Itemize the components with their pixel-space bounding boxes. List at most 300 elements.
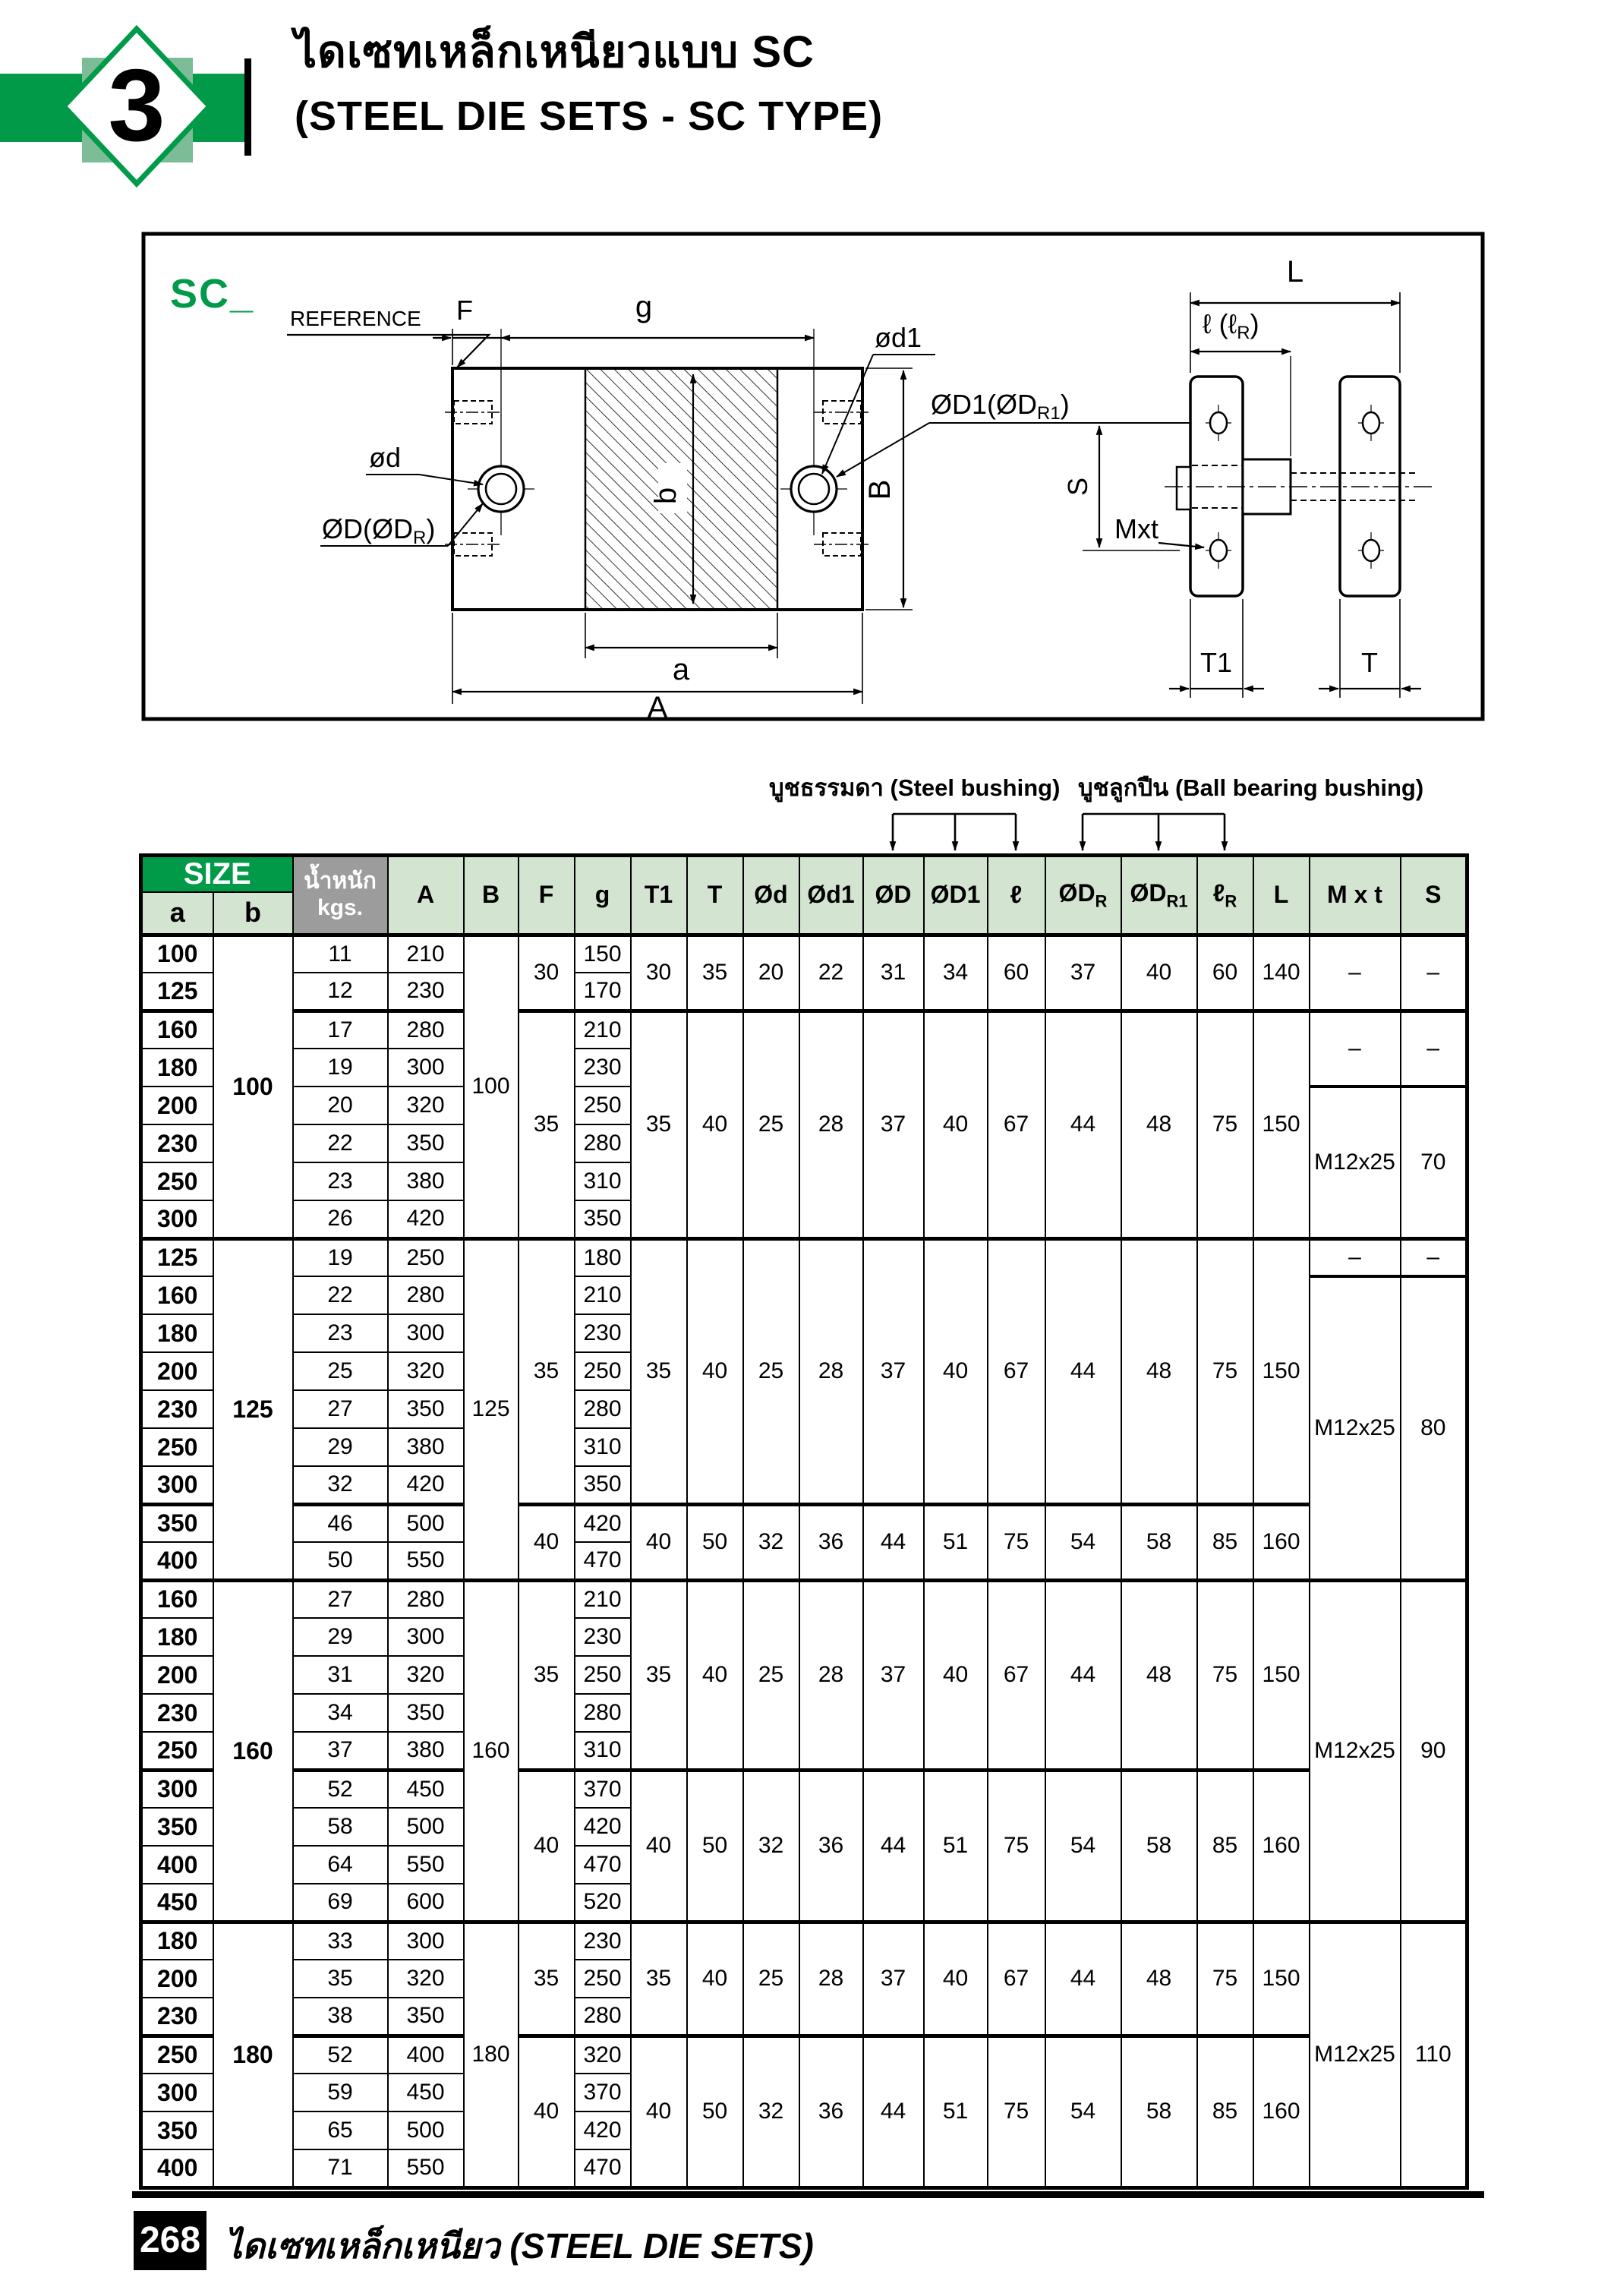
- table-cell: M12x25: [1310, 1086, 1401, 1238]
- table-cell: 40: [519, 1504, 575, 1580]
- table-cell: 370: [575, 2074, 631, 2112]
- table-cell: 160: [1253, 1504, 1310, 1580]
- table-cell: M12x25: [1310, 1276, 1401, 1580]
- column-header: ℓ$_R$: [1197, 856, 1253, 935]
- dim-label-A: A: [647, 691, 668, 721]
- table-cell: 37: [863, 1011, 924, 1238]
- table-cell: 320: [388, 1960, 464, 1998]
- table-cell: 180: [575, 1238, 631, 1276]
- table-cell: 44: [1045, 1011, 1121, 1238]
- table-cell: 320: [388, 1656, 464, 1694]
- table-cell: 25: [743, 1238, 799, 1504]
- table-cell: 28: [799, 1922, 863, 2036]
- technical-drawing: [141, 232, 1485, 725]
- table-cell: 300: [141, 1770, 213, 1808]
- table-cell: 310: [575, 1428, 631, 1466]
- table-cell: 29: [293, 1618, 388, 1656]
- table-cell: 19: [293, 1238, 388, 1276]
- chapter-divider-line: [244, 58, 251, 156]
- table-cell: 31: [293, 1656, 388, 1694]
- table-cell: 40: [1121, 935, 1197, 1011]
- table-cell: 35: [519, 1922, 575, 2036]
- table-cell: 250: [141, 1162, 213, 1200]
- reference-label: REFERENCE: [290, 307, 421, 330]
- table-cell: 380: [388, 1428, 464, 1466]
- table-cell: 300: [388, 1922, 464, 1960]
- table-cell: 80: [1401, 1276, 1467, 1580]
- table-cell: 40: [631, 1504, 687, 1580]
- table-cell: 36: [799, 1770, 863, 1922]
- table-cell: 150: [1253, 1580, 1310, 1770]
- table-cell: 520: [575, 1884, 631, 1922]
- table-cell: 110: [1401, 1922, 1467, 2187]
- column-header: B: [464, 856, 519, 935]
- table-cell: 500: [388, 1504, 464, 1542]
- table-cell: 280: [575, 1998, 631, 2036]
- table-cell: 150: [1253, 1238, 1310, 1504]
- table-cell: 23: [293, 1314, 388, 1352]
- table-cell: 37: [1045, 935, 1121, 1011]
- table-cell: 67: [988, 1922, 1045, 2036]
- table-cell: 470: [575, 1846, 631, 1884]
- column-header: S: [1401, 856, 1467, 935]
- table-cell: 32: [743, 1504, 799, 1580]
- table-cell: 450: [388, 2074, 464, 2112]
- table-cell: 75: [1197, 1238, 1253, 1504]
- b-header: b: [213, 892, 293, 935]
- table-cell: 300: [141, 2074, 213, 2112]
- table-cell: 25: [743, 1011, 799, 1238]
- table-cell: 380: [388, 1732, 464, 1770]
- page-title-thai: ไดเซทเหล็กเหนียวแบบ SC: [295, 27, 815, 77]
- table-cell: 23: [293, 1162, 388, 1200]
- table-cell: 550: [388, 1542, 464, 1580]
- table-cell: 550: [388, 2149, 464, 2187]
- table-cell: 27: [293, 1390, 388, 1428]
- table-cell: 75: [988, 2036, 1045, 2187]
- table-cell: 250: [141, 1428, 213, 1466]
- table-cell: –: [1310, 1011, 1401, 1086]
- table-cell: 36: [799, 2036, 863, 2187]
- table-cell: 51: [924, 2036, 988, 2187]
- table-cell: 36: [799, 1504, 863, 1580]
- table-cell: 28: [799, 1011, 863, 1238]
- table-cell: 38: [293, 1998, 388, 2036]
- table-cell: 300: [388, 1314, 464, 1352]
- table-cell: 250: [141, 1732, 213, 1770]
- table-cell: 40: [687, 1580, 743, 1770]
- table-cell: 37: [293, 1732, 388, 1770]
- table-cell: 400: [141, 1542, 213, 1580]
- table-cell: 310: [575, 1732, 631, 1770]
- table-cell: 420: [388, 1200, 464, 1238]
- table-cell: 250: [141, 2036, 213, 2074]
- table-cell: 150: [575, 935, 631, 973]
- footer-section-title: ไดเซทเหล็กเหนียว (STEEL DIE SETS): [225, 2226, 814, 2266]
- table-cell: 600: [388, 1884, 464, 1922]
- table-cell: 50: [687, 1770, 743, 1922]
- table-cell: 67: [988, 1580, 1045, 1770]
- table-cell: 22: [799, 935, 863, 1011]
- table-cell: 125: [141, 1238, 213, 1276]
- table-cell: 200: [141, 1960, 213, 1998]
- table-cell: 44: [1045, 1922, 1121, 2036]
- table-cell: 400: [141, 2149, 213, 2187]
- dim-label-OD-ODR: ØD(ØDR): [322, 513, 436, 548]
- table-cell: 46: [293, 1504, 388, 1542]
- dim-label-T: T: [1361, 647, 1378, 678]
- table-cell: 350: [141, 1504, 213, 1542]
- size-header: SIZE: [141, 856, 293, 893]
- table-cell: 22: [293, 1124, 388, 1162]
- table-cell: 200: [141, 1656, 213, 1694]
- table-cell: 180: [141, 1922, 213, 1960]
- table-cell: 40: [924, 1011, 988, 1238]
- table-cell: 85: [1197, 1770, 1253, 1922]
- table-cell: 350: [388, 1694, 464, 1732]
- table-cell: 48: [1121, 1922, 1197, 2036]
- column-header: T1: [631, 856, 687, 935]
- table-cell: 180: [464, 1922, 519, 2187]
- table-cell: 26: [293, 1200, 388, 1238]
- table-cell: 58: [1121, 2036, 1197, 2187]
- column-header: A: [388, 856, 464, 935]
- table-cell: 29: [293, 1428, 388, 1466]
- table-cell: 200: [141, 1086, 213, 1124]
- table-cell: 44: [863, 2036, 924, 2187]
- table-cell: 230: [141, 1390, 213, 1428]
- table-cell: 59: [293, 2074, 388, 2112]
- table-cell: 60: [988, 935, 1045, 1011]
- table-cell: 69: [293, 1884, 388, 1922]
- table-cell: 35: [631, 1238, 687, 1504]
- table-cell: 180: [141, 1618, 213, 1656]
- table-cell: 35: [631, 1011, 687, 1238]
- table-cell: 85: [1197, 2036, 1253, 2187]
- table-cell: 30: [519, 935, 575, 1011]
- table-cell: 450: [141, 1884, 213, 1922]
- table-cell: 250: [575, 1352, 631, 1390]
- table-cell: 160: [141, 1580, 213, 1618]
- table-cell: 160: [464, 1580, 519, 1922]
- table-cell: 30: [631, 935, 687, 1011]
- table-row: [141, 1238, 1467, 1276]
- table-cell: 280: [575, 1124, 631, 1162]
- table-cell: 200: [141, 1352, 213, 1390]
- table-cell: 35: [519, 1580, 575, 1770]
- table-cell: 50: [687, 1504, 743, 1580]
- dim-label-od: ød: [369, 442, 402, 473]
- table-cell: 450: [388, 1770, 464, 1808]
- dim-label-a: a: [672, 653, 690, 686]
- table-cell: 300: [141, 1200, 213, 1238]
- table-cell: 32: [743, 2036, 799, 2187]
- table-cell: 150: [1253, 1011, 1310, 1238]
- table-cell: 71: [293, 2149, 388, 2187]
- column-header: Ød: [743, 856, 799, 935]
- table-cell: 320: [388, 1352, 464, 1390]
- page-title-english: (STEEL DIE SETS - SC TYPE): [295, 93, 884, 139]
- table-cell: 230: [388, 973, 464, 1011]
- table-cell: 250: [575, 1086, 631, 1124]
- column-header: g: [575, 856, 631, 935]
- column-header: T: [687, 856, 743, 935]
- table-cell: 350: [575, 1200, 631, 1238]
- table-cell: 210: [575, 1276, 631, 1314]
- table-cell: 300: [388, 1618, 464, 1656]
- table-cell: 20: [293, 1086, 388, 1124]
- table-cell: 125: [141, 973, 213, 1011]
- column-header: F: [519, 856, 575, 935]
- table-cell: 25: [743, 1922, 799, 2036]
- table-cell: 37: [863, 1922, 924, 2036]
- table-cell: 40: [687, 1011, 743, 1238]
- table-cell: –: [1401, 1011, 1467, 1086]
- table-cell: 280: [575, 1694, 631, 1732]
- table-cell: 22: [293, 1276, 388, 1314]
- table-cell: 40: [687, 1922, 743, 2036]
- column-header: Ød1: [799, 856, 863, 935]
- table-cell: 400: [141, 1846, 213, 1884]
- table-cell: 420: [575, 2112, 631, 2149]
- table-cell: 160: [141, 1011, 213, 1049]
- column-header: $ØD_R$: [1045, 856, 1121, 935]
- table-cell: 40: [924, 1922, 988, 2036]
- dim-label-T1: T1: [1199, 647, 1233, 678]
- table-cell: 40: [519, 1770, 575, 1922]
- footer-rule: [132, 2191, 1484, 2198]
- table-row: [141, 2036, 1467, 2074]
- table-cell: 500: [388, 2112, 464, 2149]
- table-cell: 250: [388, 1238, 464, 1276]
- table-row: [141, 1770, 1467, 1808]
- table-row: [141, 1504, 1467, 1542]
- table-cell: 48: [1121, 1580, 1197, 1770]
- bushing-annotations: [759, 765, 1496, 860]
- a-header: a: [141, 892, 213, 935]
- table-cell: 34: [924, 935, 988, 1011]
- table-cell: 40: [924, 1238, 988, 1504]
- table-cell: 210: [575, 1011, 631, 1049]
- table-cell: 17: [293, 1011, 388, 1049]
- table-cell: 280: [575, 1390, 631, 1428]
- table-cell: –: [1401, 935, 1467, 1011]
- spec-table: [139, 853, 1469, 2190]
- table-cell: 230: [575, 1618, 631, 1656]
- table-cell: 35: [631, 1580, 687, 1770]
- weight-header: น้ำหนัก kgs.: [293, 856, 388, 935]
- table-cell: 85: [1197, 1504, 1253, 1580]
- table-cell: 160: [1253, 2036, 1310, 2187]
- column-header: ℓ: [988, 856, 1045, 935]
- table-cell: 150: [1253, 1922, 1310, 2036]
- table-cell: 310: [575, 1162, 631, 1200]
- table-cell: 230: [141, 1124, 213, 1162]
- table-cell: 100: [141, 935, 213, 973]
- table-cell: 380: [388, 1162, 464, 1200]
- steel-bushing-label: บูชธรรมดา (Steel bushing): [769, 774, 1061, 801]
- model-label: SC_: [170, 271, 255, 317]
- table-cell: 52: [293, 2036, 388, 2074]
- table-cell: 40: [519, 2036, 575, 2187]
- table-cell: 51: [924, 1770, 988, 1922]
- page-number: 268: [134, 2211, 206, 2270]
- table-cell: 230: [575, 1314, 631, 1352]
- table-cell: 19: [293, 1049, 388, 1086]
- ball-bearing-bushing-label: บูชลูกปืน (Ball bearing bushing): [1078, 774, 1424, 801]
- table-cell: 350: [388, 1124, 464, 1162]
- column-header: ØD1: [924, 856, 988, 935]
- table-cell: 350: [141, 1808, 213, 1846]
- spec-table-container: [139, 853, 1469, 2190]
- table-cell: 31: [863, 935, 924, 1011]
- table-cell: 420: [388, 1466, 464, 1504]
- table-cell: 250: [575, 1960, 631, 1998]
- table-cell: 51: [924, 1504, 988, 1580]
- table-cell: 210: [388, 935, 464, 973]
- table-cell: 350: [388, 1390, 464, 1428]
- table-cell: 60: [1197, 935, 1253, 1011]
- dim-label-b: b: [649, 487, 682, 505]
- table-cell: 32: [743, 1770, 799, 1922]
- table-cell: 210: [575, 1580, 631, 1618]
- table-cell: 550: [388, 1846, 464, 1884]
- table-cell: 250: [575, 1656, 631, 1694]
- table-cell: 65: [293, 2112, 388, 2149]
- table-cell: 75: [1197, 1580, 1253, 1770]
- table-cell: 75: [988, 1504, 1045, 1580]
- table-cell: 300: [388, 1049, 464, 1086]
- table-cell: 160: [1253, 1770, 1310, 1922]
- chapter-number: 3: [108, 48, 165, 162]
- table-cell: 160: [141, 1276, 213, 1314]
- table-cell: 420: [575, 1504, 631, 1542]
- dim-label-OD1-ODR1: ØD1(ØDR1): [931, 389, 1070, 424]
- table-cell: 75: [1197, 1011, 1253, 1238]
- table-cell: 140: [1253, 935, 1310, 1011]
- table-cell: 67: [988, 1238, 1045, 1504]
- table-cell: 350: [575, 1466, 631, 1504]
- table-cell: 25: [743, 1580, 799, 1770]
- table-cell: 64: [293, 1846, 388, 1884]
- table-cell: 58: [1121, 1504, 1197, 1580]
- table-cell: 280: [388, 1276, 464, 1314]
- table-cell: –: [1310, 935, 1401, 1011]
- table-cell: 35: [519, 1238, 575, 1504]
- column-header: M x t: [1310, 856, 1401, 935]
- table-cell: 40: [631, 2036, 687, 2187]
- table-cell: 400: [388, 2036, 464, 2074]
- dim-label-B: B: [863, 479, 897, 500]
- table-cell: 40: [631, 1770, 687, 1922]
- table-cell: 37: [863, 1580, 924, 1770]
- table-cell: 54: [1045, 1504, 1121, 1580]
- table-cell: 40: [687, 1238, 743, 1504]
- table-cell: –: [1401, 1238, 1467, 1276]
- table-cell: M12x25: [1310, 1580, 1401, 1922]
- table-cell: 35: [519, 1011, 575, 1238]
- table-cell: 44: [863, 1770, 924, 1922]
- table-cell: 160: [213, 1580, 293, 1922]
- table-cell: 12: [293, 973, 388, 1011]
- table-cell: 11: [293, 935, 388, 973]
- table-cell: 44: [1045, 1580, 1121, 1770]
- table-cell: 48: [1121, 1011, 1197, 1238]
- table-cell: 58: [1121, 1770, 1197, 1922]
- table-cell: 300: [141, 1466, 213, 1504]
- table-cell: 54: [1045, 2036, 1121, 2187]
- table-cell: 28: [799, 1238, 863, 1504]
- table-cell: 58: [293, 1808, 388, 1846]
- table-cell: 54: [1045, 1770, 1121, 1922]
- column-header: L: [1253, 856, 1310, 935]
- table-row: [141, 1580, 1467, 1618]
- table-cell: 37: [863, 1238, 924, 1504]
- table-cell: 20: [743, 935, 799, 1011]
- table-cell: 44: [863, 1504, 924, 1580]
- table-cell: 280: [388, 1580, 464, 1618]
- table-cell: 75: [1197, 1922, 1253, 2036]
- table-cell: 320: [388, 1086, 464, 1124]
- table-cell: 350: [141, 2112, 213, 2149]
- table-cell: 50: [687, 2036, 743, 2187]
- chapter-diamond-icon: [59, 25, 214, 188]
- dim-label-g: g: [635, 290, 653, 323]
- table-cell: 48: [1121, 1238, 1197, 1504]
- table-cell: 52: [293, 1770, 388, 1808]
- table-cell: 370: [575, 1770, 631, 1808]
- table-cell: 125: [464, 1238, 519, 1580]
- table-cell: 25: [293, 1352, 388, 1390]
- dim-label-Mxt: Mxt: [1114, 513, 1158, 544]
- dim-label-l-lR: ℓ (ℓR): [1203, 308, 1259, 343]
- table-cell: 27: [293, 1580, 388, 1618]
- table-row: [141, 1922, 1467, 1960]
- table-cell: 230: [575, 1922, 631, 1960]
- table-cell: 33: [293, 1922, 388, 1960]
- table-cell: 44: [1045, 1238, 1121, 1504]
- table-cell: 320: [575, 2036, 631, 2074]
- table-cell: –: [1310, 1238, 1401, 1276]
- dim-label-od1: ød1: [875, 322, 922, 353]
- table-cell: 35: [687, 935, 743, 1011]
- table-cell: 420: [575, 1808, 631, 1846]
- table-cell: 67: [988, 1011, 1045, 1238]
- dim-label-S: S: [1062, 477, 1093, 497]
- table-cell: 500: [388, 1808, 464, 1846]
- table-row: [141, 935, 1467, 973]
- table-row: [141, 1011, 1467, 1049]
- column-header: $ØD_{R1}$: [1121, 856, 1197, 935]
- table-cell: 350: [388, 1998, 464, 2036]
- table-cell: 75: [988, 1770, 1045, 1922]
- table-cell: 50: [293, 1542, 388, 1580]
- table-cell: 100: [464, 935, 519, 1238]
- table-cell: 100: [213, 935, 293, 1238]
- table-cell: 34: [293, 1694, 388, 1732]
- table-cell: 35: [293, 1960, 388, 1998]
- table-cell: 170: [575, 973, 631, 1011]
- table-cell: 180: [141, 1049, 213, 1086]
- table-cell: 470: [575, 1542, 631, 1580]
- table-cell: 470: [575, 2149, 631, 2187]
- column-header: ØD: [863, 856, 924, 935]
- table-cell: 125: [213, 1238, 293, 1580]
- table-cell: M12x25: [1310, 1922, 1401, 2187]
- table-cell: 280: [388, 1011, 464, 1049]
- table-cell: 230: [141, 1998, 213, 2036]
- table-cell: 70: [1401, 1086, 1467, 1238]
